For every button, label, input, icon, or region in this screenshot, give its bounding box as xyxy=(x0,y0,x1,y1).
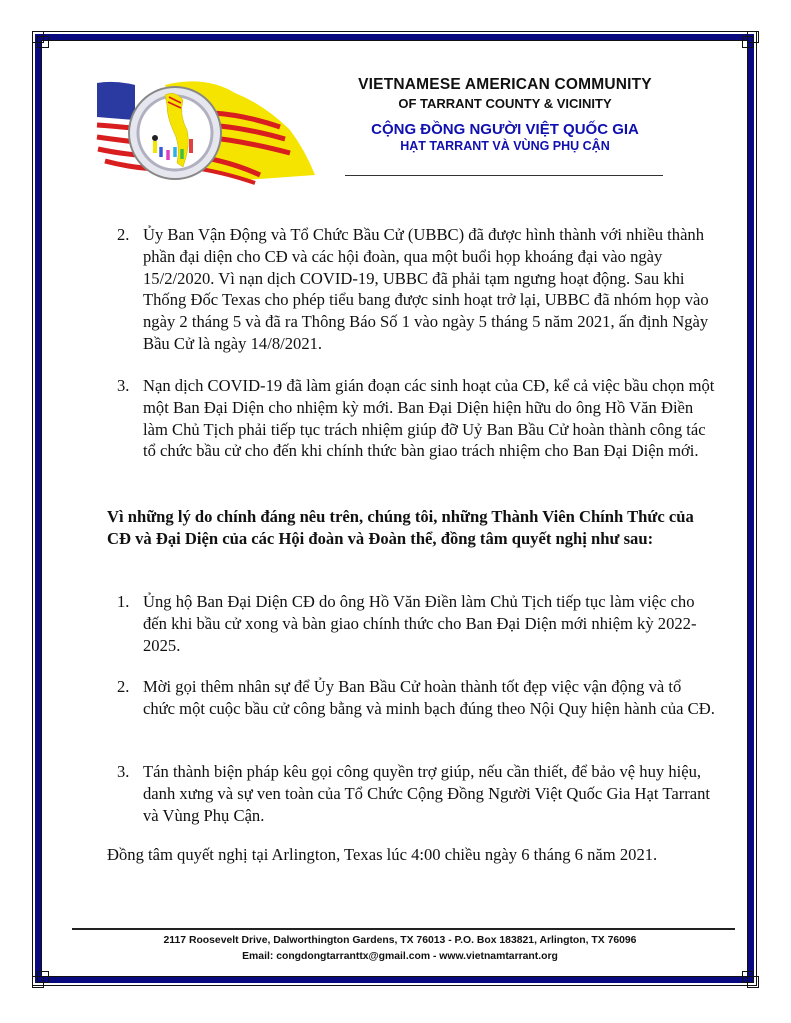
resolution-number: 3. xyxy=(117,762,130,781)
finding-item xyxy=(117,375,717,462)
org-name-english-line2: OF TARRANT COUNTY & VICINITY xyxy=(398,96,612,111)
header-divider xyxy=(345,175,663,176)
community-flag-logo-icon xyxy=(95,75,320,185)
org-name-english-line1: VIETNAMESE AMERICAN COMMUNITY xyxy=(358,76,652,93)
footer-address: 2117 Roosevelt Drive, Dalworthington Gardens, TX 76013 - P.O. Box 183821, Arlington, TX 76096 xyxy=(163,935,637,946)
border-corner-bottom-left-inner xyxy=(37,971,49,983)
org-name-vietnamese-line2: HẠT TARRANT VÀ VÙNG PHỤ CẬN xyxy=(400,139,610,153)
finding-number: 2. xyxy=(117,225,130,244)
org-name-vietnamese-line1: CỘNG ĐỒNG NGƯỜI VIỆT QUỐC GIA xyxy=(371,121,639,138)
resolution-number: 1. xyxy=(117,592,130,611)
resolution-intro: Vì những lý do chính đáng nêu trên, chúng tôi, những Thành Viên Chính Thức của CĐ và Đại Diện của các Hội đoàn và Đoàn thể, đồng tâm quyết nghị như sau: xyxy=(107,507,694,548)
footer-divider xyxy=(72,928,735,930)
child-figure xyxy=(152,135,158,141)
resolution-text: Tán thành biện pháp kêu gọi công quyền trợ giúp, nếu cần thiết, để bảo vệ huy hiệu, danh xưng và sự ven toàn của Tổ Chức Cộng Đồng Người Việt Quốc Gia Hạt Tarrant và Vùng Phụ Cận. xyxy=(143,762,711,825)
resolution-text: Ủng hộ Ban Đại Diện CĐ do ông Hồ Văn Điền làm Chủ Tịch tiếp tục làm việc cho đến khi bầu cử xong và bàn giao chính thức cho Ban Đại Diện mới nhiệm kỳ 2022-2025. xyxy=(143,592,697,655)
footer xyxy=(60,933,740,965)
footer-contact: Email: congdongtarranttx@gmail.com - www.vietnamtarrant.org xyxy=(242,951,558,962)
border-corner-top-left-inner xyxy=(37,36,49,48)
resolution-item xyxy=(117,761,717,826)
organization-header xyxy=(345,76,665,153)
finding-text: Ủy Ban Vận Động và Tổ Chức Bầu Cử (UBBC) đã được hình thành với nhiều thành phần đại diện cho CĐ và các hội đoàn, qua một buổi họp khoáng đại vào ngày 15/2/2020. Vì nạn dịch COVID-19, UBBC đã phải tạm ngưng hoạt động. Sau khi Thống Đốc Texas cho phép tiểu bang được sinh hoạt trở lại, UBBC đã nhóm họp vào ngày 2 tháng 5 và đã ra Thông Báo Số 1 vào ngày 5 tháng 5 năm 2021, ấn định Ngày Bầu Cử là ngày 14/8/2021. xyxy=(143,225,709,353)
us-flag-canton xyxy=(97,82,135,120)
finding-item xyxy=(117,224,717,355)
closing-statement: Đồng tâm quyết nghị tại Arlington, Texas lúc 4:00 chiều ngày 6 tháng 6 năm 2021. xyxy=(107,845,658,864)
finding-text: Nạn dịch COVID-19 đã làm gián đoạn các sinh hoạt của CĐ, kể cả việc bầu chọn một một Ban Đại Diện cho nhiệm kỳ mới. Ban Đại Diện hiện hữu do ông Hồ Văn Điền làm Chủ Tịch phải tiếp tục trách nhiệm giúp đỡ Uỷ Ban Bầu Cử hoàn thành công tác tổ chức bầu cử cho đến khi chính thức bàn giao trách nhiệm cho Ban Đại Diện mới. xyxy=(143,376,715,461)
resolution-number: 2. xyxy=(117,677,130,696)
resolution-item xyxy=(117,676,717,720)
resolution-text: Mời gọi thêm nhân sự để Ủy Ban Bầu Cử hoàn thành tốt đẹp việc vận động và tổ chức một cuộc bầu cử công bằng và minh bạch đúng theo Nội Quy hiện hành của CĐ. xyxy=(143,677,715,718)
finding-number: 3. xyxy=(117,376,130,395)
border-corner-bottom-right-inner xyxy=(742,971,754,983)
resolution-item xyxy=(117,591,717,656)
border-corner-top-right-inner xyxy=(742,36,754,48)
